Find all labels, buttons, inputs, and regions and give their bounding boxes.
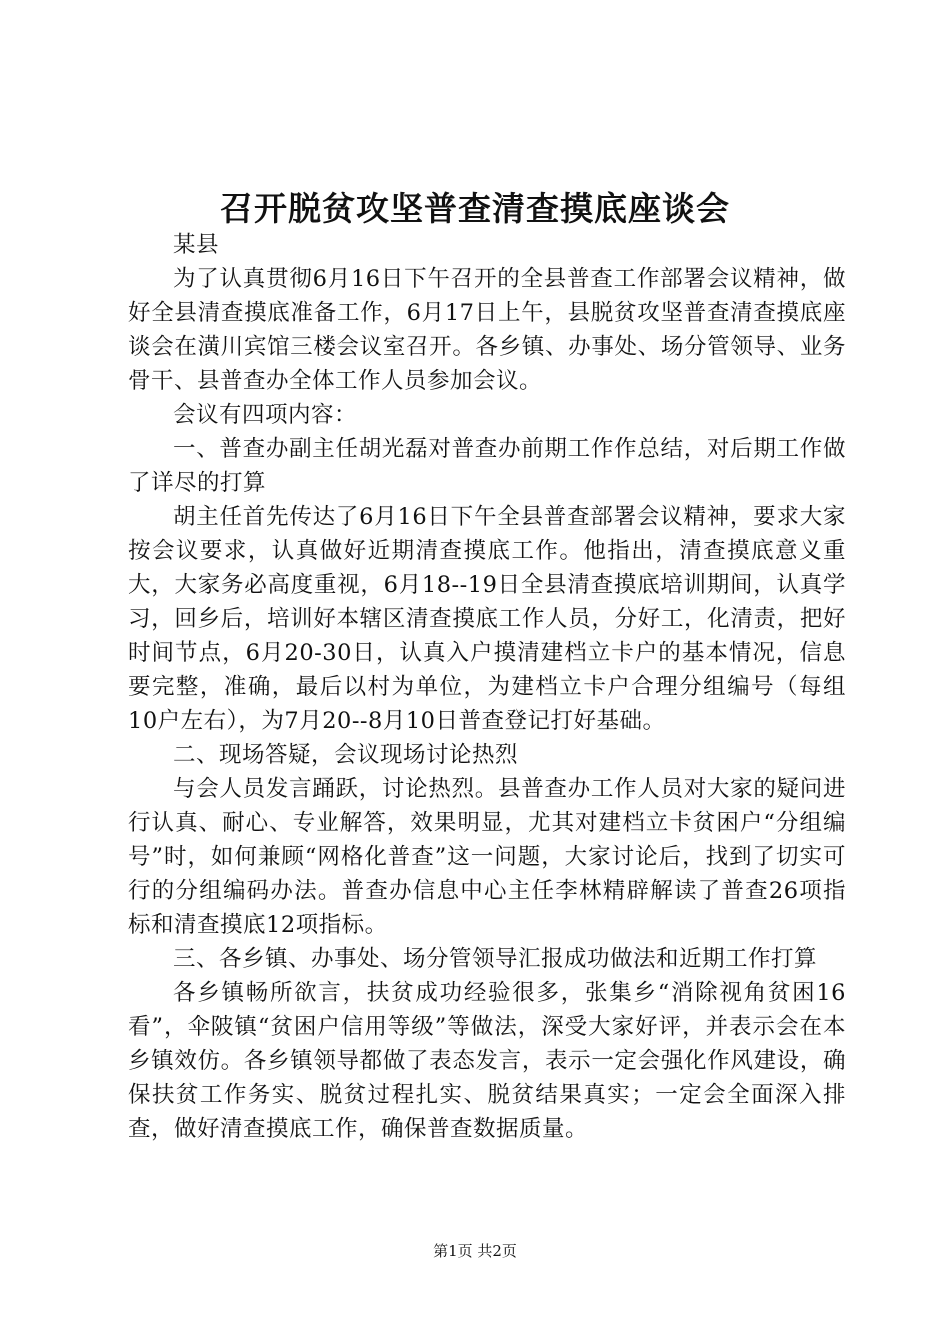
- paragraph-section-2: 与会人员发言踊跃，讨论热烈。县普查办工作人员对大家的疑问进行认真、耐心、专业解答，效果明显，尤其对建档立卡贫困户“分组编号”时，如何兼顾“网格化普查”这一问题，大家讨论后，找到了切实可行的分组编码办法。普查办信息中心主任李林精辟解读了普查26项指标和清查摸底12项指标。: [128, 776, 846, 938]
- document-body: [128, 228, 846, 1146]
- document-title: 召开脱贫攻坚普查清查摸底座谈会: [220, 189, 730, 228]
- paragraph-county: 某县: [173, 232, 220, 258]
- paragraph-section-3: 各乡镇畅所欲言，扶贫成功经验很多，张集乡“消除视角贫困16看”，伞陂镇“贫困户信用等级”等做法，深受大家好评，并表示会在本乡镇效仿。各乡镇领导都做了表态发言，表示一定会强化作风建设，确保扶贫工作务实、脱贫过程扎实、脱贫结果真实；一定会全面深入排查，做好清查摸底工作，确保普查数据质量。: [128, 980, 846, 1142]
- page-number-footer: 第1页 共2页: [433, 1242, 517, 1260]
- section-heading-3: 三、各乡镇、办事处、场分管领导汇报成功做法和近期工作打算: [173, 946, 818, 972]
- paragraph-section-1: 胡主任首先传达了6月16日下午全县普查部署会议精神，要求大家按会议要求，认真做好近期清查摸底工作。他指出，清查摸底意义重大，大家务必高度重视，6月18--19日全县清查摸底培训期间，认真学习，回乡后，培训好本辖区清查摸底工作人员，分好工，化清责，把好时间节点，6月20-30日，认真入户摸清建档立卡户的基本情况，信息要完整，准确，最后以村为单位，为建档立卡户合理分组编号（每组10户左右），为7月20--8月10日普查登记打好基础。: [128, 504, 846, 734]
- section-heading-1: 一、普查办副主任胡光磊对普查办前期工作作总结，对后期工作做了详尽的打算: [128, 436, 846, 496]
- paragraph-agenda-lead: 会议有四项内容：: [173, 402, 358, 428]
- paragraph-intro: 为了认真贯彻6月16日下午召开的全县普查工作部署会议精神，做好全县清查摸底准备工作，6月17日上午，县脱贫攻坚普查清查摸底座谈会在潢川宾馆三楼会议室召开。各乡镇、办事处、场分管领导、业务骨干、县普查办全体工作人员参加会议。: [128, 266, 846, 394]
- section-heading-2: 二、现场答疑，会议现场讨论热烈: [173, 742, 519, 768]
